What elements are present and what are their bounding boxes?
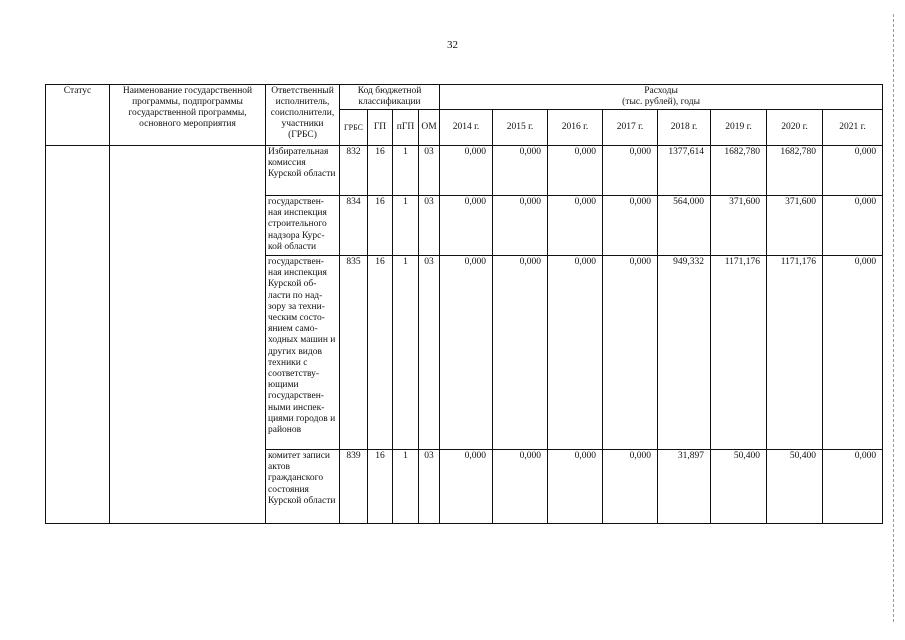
value-cell-2017: 0,000: [603, 146, 658, 196]
value-cell-2014: 0,000: [440, 196, 493, 256]
value-cell-2020: 1682,780: [767, 146, 823, 196]
code-om-cell: 03: [419, 256, 440, 450]
value-cell-2021: 0,000: [823, 196, 883, 256]
header-year-2018: 2018 г.: [658, 110, 711, 146]
value-cell-2021: 0,000: [823, 146, 883, 196]
executor-cell: государствен-ная инспекция строительного надзора Курс-кой области: [266, 196, 340, 256]
header-expenses: [440, 85, 883, 110]
program-name-cell: [110, 146, 266, 524]
code-grbs-cell: 835: [340, 256, 368, 450]
header-budget-code: Код бюджетной классификации: [340, 85, 440, 110]
code-gp-cell: 16: [368, 146, 393, 196]
header-year-2014: 2014 г.: [440, 110, 493, 146]
executor-cell: комитет записи актов гражданского состояния Курской области: [266, 450, 340, 524]
value-cell-2021: 0,000: [823, 256, 883, 450]
header-code-grbs: ГРБС: [340, 110, 368, 146]
page-edge-line: [893, 14, 894, 622]
value-cell-2016: 0,000: [548, 450, 603, 524]
header-program-name: Наименование государственной программы, подпрограммы государственной программы, основного мероприятия: [110, 85, 266, 146]
code-om-cell: 03: [419, 146, 440, 196]
executor-cell: государствен-ная инспекция Курской об-ласти по над-зору за техни-ческим состо-янием само-ходных машин и других видов техники с соответству-ющими государствен-ными инспек-циями городов и районов: [266, 256, 340, 450]
code-grbs-cell: 832: [340, 146, 368, 196]
code-gp-cell: 16: [368, 196, 393, 256]
code-om-cell: 03: [419, 196, 440, 256]
header-year-2016: 2016 г.: [548, 110, 603, 146]
value-cell-2017: 0,000: [603, 256, 658, 450]
value-cell-2014: 0,000: [440, 450, 493, 524]
header-year-2015: 2015 г.: [493, 110, 548, 146]
value-cell-2020: 1171,176: [767, 256, 823, 450]
value-cell-2014: 0,000: [440, 146, 493, 196]
header-code-gp: ГП: [368, 110, 393, 146]
value-cell-2016: 0,000: [548, 146, 603, 196]
header-expenses-unit: (тыс. рублей), годы: [622, 97, 700, 107]
value-cell-2020: 371,600: [767, 196, 823, 256]
header-year-2020: 2020 г.: [767, 110, 823, 146]
value-cell-2021: 0,000: [823, 450, 883, 524]
value-cell-2019: 50,400: [711, 450, 767, 524]
value-cell-2018: 1377,614: [658, 146, 711, 196]
header-year-2021: 2021 г.: [823, 110, 883, 146]
executor-cell: Избирательная комиссия Курской области: [266, 146, 340, 196]
value-cell-2018: 564,000: [658, 196, 711, 256]
code-gp-cell: 16: [368, 256, 393, 450]
header-year-2019: 2019 г.: [711, 110, 767, 146]
code-pgp-cell: 1: [393, 196, 419, 256]
value-cell-2015: 0,000: [493, 256, 548, 450]
table-row: [46, 146, 883, 196]
value-cell-2019: 1171,176: [711, 256, 767, 450]
header-status: Статус: [46, 85, 110, 146]
header-code-om: ОМ: [419, 110, 440, 146]
status-cell: [46, 146, 110, 524]
header-year-2017: 2017 г.: [603, 110, 658, 146]
value-cell-2018: 31,897: [658, 450, 711, 524]
value-cell-2015: 0,000: [493, 450, 548, 524]
header-row-top: [46, 85, 883, 110]
value-cell-2020: 50,400: [767, 450, 823, 524]
value-cell-2018: 949,332: [658, 256, 711, 450]
value-cell-2019: 371,600: [711, 196, 767, 256]
header-executor: Ответственный исполнитель, соисполнители, участники (ГРБС): [266, 85, 340, 146]
code-gp-cell: 16: [368, 450, 393, 524]
value-cell-2016: 0,000: [548, 256, 603, 450]
value-cell-2017: 0,000: [603, 196, 658, 256]
value-cell-2019: 1682,780: [711, 146, 767, 196]
value-cell-2015: 0,000: [493, 146, 548, 196]
page-number: 32: [447, 39, 458, 51]
header-code-pgp: пГП: [393, 110, 419, 146]
code-pgp-cell: 1: [393, 146, 419, 196]
value-cell-2015: 0,000: [493, 196, 548, 256]
value-cell-2014: 0,000: [440, 256, 493, 450]
budget-table: [45, 84, 883, 524]
code-grbs-cell: 834: [340, 196, 368, 256]
code-pgp-cell: 1: [393, 256, 419, 450]
value-cell-2016: 0,000: [548, 196, 603, 256]
value-cell-2017: 0,000: [603, 450, 658, 524]
code-pgp-cell: 1: [393, 450, 419, 524]
header-expenses-title: Расходы: [644, 86, 678, 96]
code-om-cell: 03: [419, 450, 440, 524]
code-grbs-cell: 839: [340, 450, 368, 524]
